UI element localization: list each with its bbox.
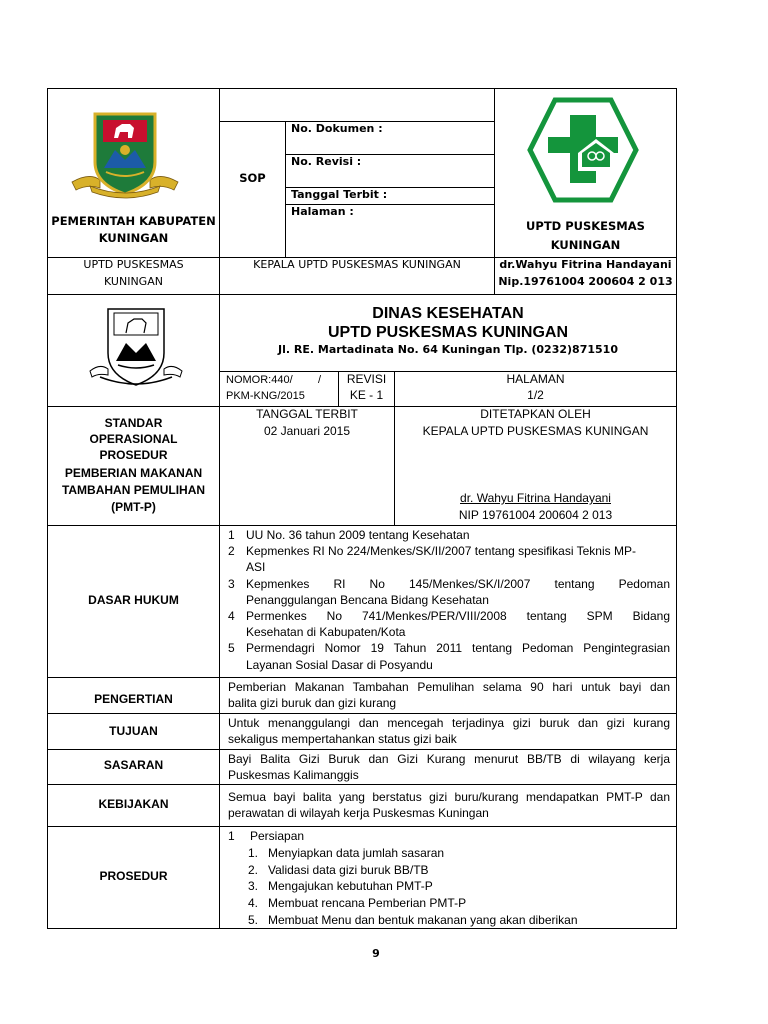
kop-address: Jl. RE. Martadinata No. 64 Kuningan Tlp. (0232)871510 [278,343,618,356]
page-label: Halaman : [291,205,354,218]
kebijakan-text: Semua bayi balita yang berstatus gizi buru/kurang mendapatkan PMT-P dan perawatan di wilayah kerja Puskesmas Kuningan [228,790,670,820]
pengertian-text: Pemberian Makanan Tambahan Pemulihan selama 90 hari untuk bayi dan balita gizi buruk dan gizi kurang [228,680,670,710]
revision-label: No. Revisi : [291,155,362,168]
ditetapkan-title: KEPALA UPTD PUSKESMAS KUNINGAN [422,424,649,438]
tanggal-terbit-value: 02 Januari 2015 [263,424,351,438]
dasar-hukum-item: 3 Kepmenkes RI No 145/Menkes/SK/I/2007 tentang Pedoman Penanggulangan Bencana Bidang Kesehatan [228,576,670,607]
prosedur-subitem: 2. Validasi data gizi buruk BB/TB [248,862,429,877]
prosedur-subitem: 5. Membuat Menu dan bentuk makanan yang akan diberikan [248,912,578,927]
nomor-line2: PKM-KNG/2015 [226,390,305,402]
prosedur-subitem: 4. Membuat rencana Pemberian PMT-P [248,896,467,911]
sop-title-3: PROSEDUR [99,448,168,462]
prosedur-label: PROSEDUR [99,869,168,883]
sop-title-2: OPERASIONAL [89,432,178,446]
kop-title-2: UPTD PUSKESMAS KUNINGAN [327,324,568,341]
dasar-hukum-list [228,527,670,673]
tujuan-label: TUJUAN [109,724,158,738]
sop-title-6: (PMT-P) [111,500,156,514]
tujuan-text: Untuk menanggulangi dan mencegah terjadinya gizi buruk dan gizi kurang sekaligus mempertahankan status gizi baik [228,716,670,746]
kop-title-1: DINAS KESEHATAN [372,305,524,322]
footer-signer-name: dr.Wahyu Fitrina Handayani [499,258,672,271]
halaman-value: 1/2 [527,388,544,402]
footer-head-title: KEPALA UPTD PUSKESMAS KUNINGAN [253,258,461,271]
signer-nip: NIP 19761004 200604 2 013 [458,508,613,522]
revisi-value: KE - 1 [349,388,384,402]
sop-label: SOP [239,171,266,185]
dasar-hukum-label: DASAR HUKUM [88,593,179,607]
footer-unit-line2: KUNINGAN [104,275,163,288]
pengertian-label: PENGERTIAN [94,692,173,706]
kuningan-logo-small [86,305,186,391]
nomor-slash: / [318,374,322,386]
prosedur-subitem: 1. Menyiapkan data jumlah sasaran [248,845,445,860]
puskesmas-name-line2: KUNINGAN [550,238,621,252]
issue-date-label: Tanggal Terbit : [291,188,388,201]
kebijakan-label: KEBIJAKAN [98,797,169,811]
gov-name-line1: PEMERINTAH KABUPATEN [51,214,216,228]
prosedur-list [228,828,670,929]
sop-title-5: TAMBAHAN PEMULIHAN [61,483,206,497]
footer-unit-line1: UPTD PUSKESMAS [83,258,184,271]
sasaran-text: Bayi Balita Gizi Buruk dan Gizi Kurang menurut BB/TB di wilayang kerja Puskesmas Kalimanggis [228,752,670,782]
prosedur-main-item: 1 Persiapan [228,829,305,843]
dasar-hukum-item: 1 UU No. 36 tahun 2009 tentang Kesehatan [228,528,470,542]
sop-title-1: STANDAR [104,416,163,430]
halaman-label: HALAMAN [506,372,565,386]
signer-name: dr. Wahyu Fitrina Handayani [460,491,611,505]
page-number: 9 [372,947,380,960]
sop-title-4: PEMBERIAN MAKANAN [64,466,203,480]
footer-signer-nip: Nip.19761004 200604 2 013 [498,275,673,288]
gov-name-line2: KUNINGAN [98,231,169,245]
sasaran-label: SASARAN [103,758,164,772]
dasar-hukum-item: 5 Permendagri Nomor 19 Tahun 2011 tentang Pedoman Pengintegrasian Layanan Sosial Dasar di Posyandu [228,641,670,672]
puskesmas-name-line1: UPTD PUSKESMAS [526,219,645,233]
doc-number-label: No. Dokumen : [291,122,383,135]
dasar-hukum-item: 4 Permenkes No 741/Menkes/PER/VIII/2008 tentang SPM Bidang Kesehatan di Kabupaten/Kota [228,609,670,640]
revisi-label: REVISI [346,372,387,386]
prosedur-subitem: 3. Mengajukan kebutuhan PMT-P [248,879,433,894]
dasar-hukum-item: 2 Kepmenkes RI No 224/Menkes/SK/II/2007 tentang spesifikasi Teknis MP- ASI [228,544,636,575]
tanggal-terbit-label: TANGGAL TERBIT [256,407,358,421]
ditetapkan-label: DITETAPKAN OLEH [480,407,591,421]
nomor-line1: NOMOR:440/ [226,374,293,386]
